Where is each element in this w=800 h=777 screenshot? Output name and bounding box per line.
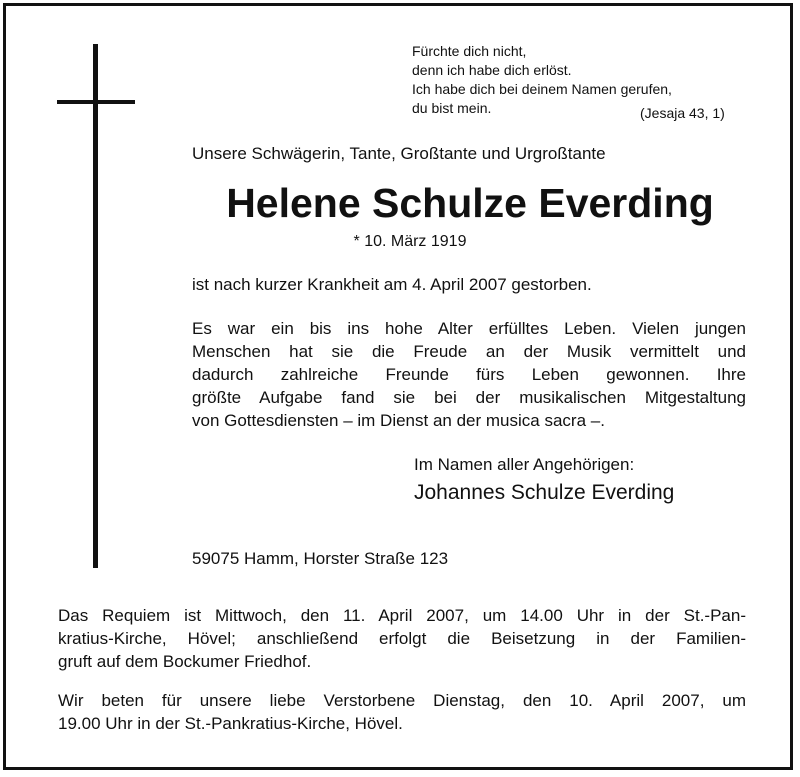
relationship-intro: Unsere Schwägerin, Tante, Großtante und Urgroßtante <box>192 144 606 163</box>
prayer-line: Wir beten für unsere liebe Verstorbene Dienstag, den 10. April 2007, um <box>58 691 746 710</box>
verse-line: du bist mein. <box>412 100 492 116</box>
verse-reference: (Jesaja 43, 1) <box>640 105 725 121</box>
requiem-info <box>58 604 746 673</box>
requiem-line: Das Requiem ist Mittwoch, den 11. April 2007, um 14.00 Uhr in der St.-Pan- <box>58 606 746 625</box>
verse-line: denn ich habe dich erlöst. <box>412 62 572 78</box>
birth-date: * 10. März 1919 <box>353 233 467 250</box>
family-address: 59075 Hamm, Horster Straße 123 <box>192 549 449 568</box>
signature-name: Johannes Schulze Everding <box>414 481 675 504</box>
requiem-line: kratius-Kirche, Hövel; anschließend erfolgt die Beisetzung in der Familien- <box>58 629 746 648</box>
signature-label: Im Namen aller Angehörigen: <box>414 455 635 474</box>
tribute-line: dadurch zahlreiche Freunde fürs Leben gewonnen. Ihre <box>192 365 746 384</box>
deceased-name: Helene Schulze Everding <box>226 180 714 226</box>
prayer-info <box>58 689 746 735</box>
tribute-paragraph <box>192 317 746 432</box>
tribute-line: Es war ein bis ins hohe Alter erfülltes Leben. Vielen jungen <box>192 319 746 338</box>
requiem-line: gruft auf dem Bockumer Friedhof. <box>58 652 312 671</box>
verse-line: Ich habe dich bei deinem Namen gerufen, <box>412 81 672 97</box>
tribute-line: Menschen hat sie die Freude an der Musik vermittelt und <box>192 342 746 361</box>
cross-horizontal-bar <box>57 100 135 104</box>
tribute-line: von Gottesdiensten – im Dienst an der musica sacra –. <box>192 411 605 430</box>
tribute-line: größte Aufgabe fand sie bei der musikalischen Mitgestaltung <box>192 388 746 407</box>
death-statement: ist nach kurzer Krankheit am 4. April 2007 gestorben. <box>192 275 592 294</box>
verse-line: Fürchte dich nicht, <box>412 43 527 59</box>
prayer-line: 19.00 Uhr in der St.-Pankratius-Kirche, Hövel. <box>58 714 403 733</box>
cross-vertical-bar <box>93 44 98 568</box>
